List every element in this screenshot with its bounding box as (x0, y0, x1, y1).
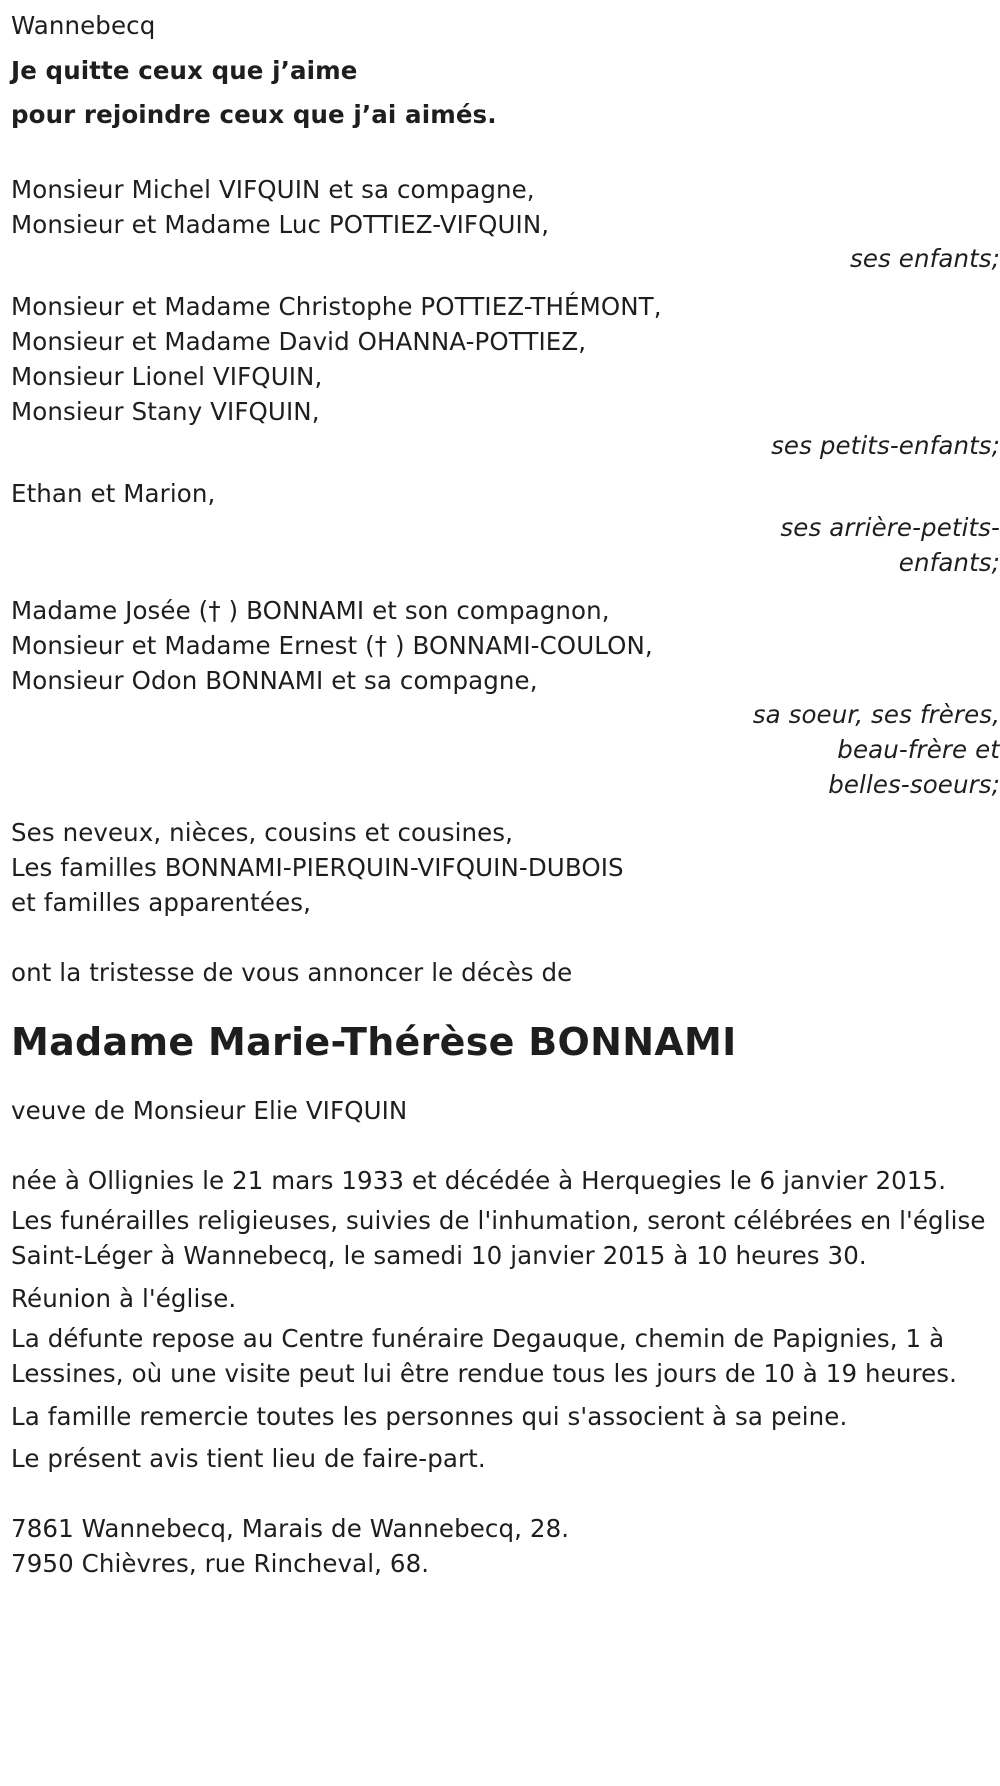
family-line: Les familles BONNAMI-PIERQUIN-VIFQUIN-DUBOIS (11, 853, 624, 882)
family-line: Ses neveux, nièces, cousins et cousines, (11, 818, 514, 847)
family-member: Monsieur Lionel VIFQUIN, (11, 362, 323, 391)
deceased-name: Madame Marie-Thérèse BONNAMI (11, 1020, 737, 1064)
address-line: 7861 Wannebecq, Marais de Wannebecq, 28. (11, 1514, 570, 1543)
place-heading: Wannebecq (11, 11, 156, 40)
family-line: et familles apparentées, (11, 888, 311, 917)
family-group-children (11, 170, 1000, 279)
relationship-label-line: ses arrière-petits- (780, 513, 1000, 542)
widow-of-text: veuve de Monsieur Elie VIFQUIN (11, 1096, 408, 1125)
motto-line-2: pour rejoindre ceux que j’ai aimés. (11, 100, 497, 129)
family-member: Monsieur Michel VIFQUIN et sa compagne, (11, 175, 535, 204)
family-group-grandchildren (11, 287, 1000, 466)
family-member: Ethan et Marion, (11, 479, 216, 508)
family-member: Monsieur et Madame Ernest († ) BONNAMI-COULON, (11, 631, 653, 660)
relationship-label-line: beau-frère et (837, 735, 1000, 764)
family-member: Monsieur et Madame David OHANNA-POTTIEZ, (11, 327, 587, 356)
relationship-label-line: sa soeur, ses frères, (752, 700, 1000, 729)
motto-line-1: Je quitte ceux que j’aime (11, 56, 358, 85)
relationship-label (750, 508, 1000, 583)
relationship-label-line: enfants; (898, 548, 1000, 577)
family-member: Monsieur et Madame Christophe POTTIEZ-THÉMONT, (11, 292, 662, 321)
thanks-paragraph: La famille remercie toutes les personnes qui s'associent à sa peine. (11, 1402, 848, 1431)
relationship-label: ses petits-enfants; (771, 431, 1000, 460)
family-member: Monsieur et Madame Luc POTTIEZ-VIFQUIN, (11, 210, 550, 239)
family-member: Madame Josée († ) BONNAMI et son compagnon, (11, 596, 610, 625)
relationship-label: ses enfants; (850, 244, 1000, 273)
rest-place-paragraph: La défunte repose au Centre funéraire Degauque, chemin de Papignies, 1 à Lessines, où une visite peut lui être rendue tous les jours de 10 à 19 heures. (11, 1324, 958, 1388)
relationship-label-line: belles-soeurs; (828, 770, 1000, 799)
family-member: Monsieur Odon BONNAMI et sa compagne, (11, 666, 538, 695)
family-group-great-grandchildren (11, 474, 1000, 583)
notice-paragraph: Le présent avis tient lieu de faire-part. (11, 1444, 486, 1473)
extended-family (11, 813, 1000, 923)
announcement-text: ont la tristesse de vous annoncer le décès de (11, 958, 573, 987)
family-group-siblings (11, 591, 1000, 805)
birth-death-paragraph: née à Ollignies le 21 mars 1933 et décédée à Herquegies le 6 janvier 2015. (11, 1166, 947, 1195)
address-line: 7950 Chièvres, rue Rincheval, 68. (11, 1549, 430, 1578)
family-member: Monsieur Stany VIFQUIN, (11, 397, 320, 426)
meeting-paragraph: Réunion à l'église. (11, 1284, 237, 1313)
funeral-paragraph: Les funérailles religieuses, suivies de l'inhumation, seront célébrées en l'église Saint-Léger à Wannebecq, le samedi 10 janvier 2015 à 10 heures 30. (11, 1206, 986, 1270)
relationship-label (750, 695, 1000, 805)
